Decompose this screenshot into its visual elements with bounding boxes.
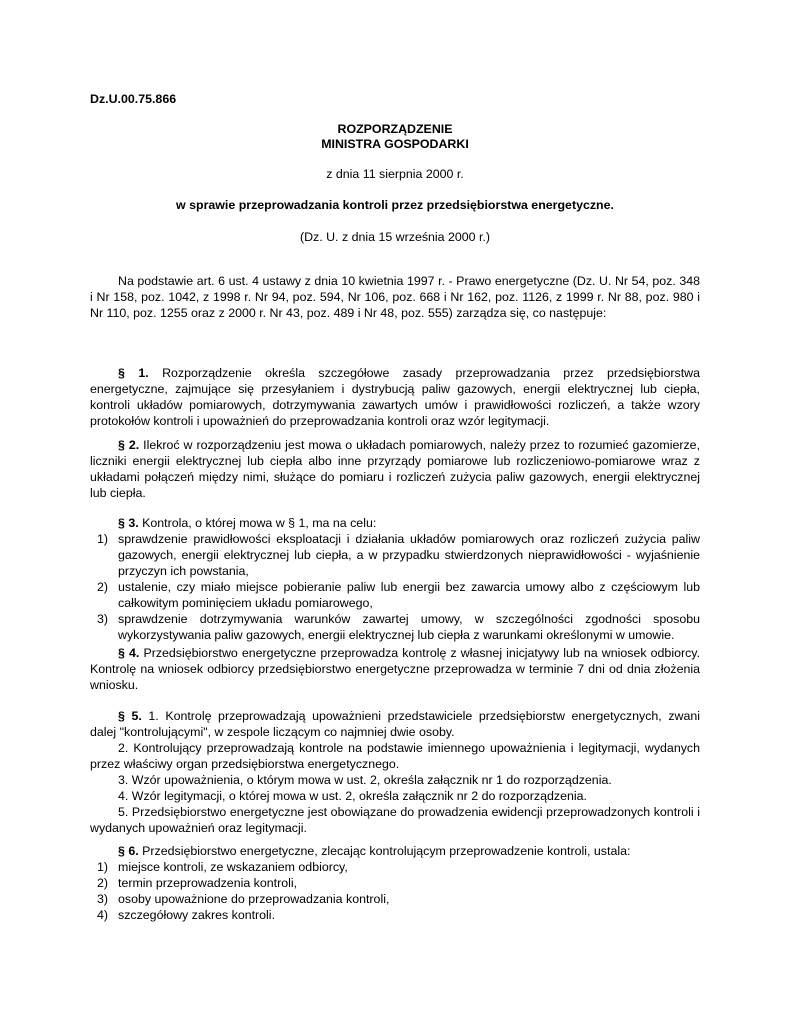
section-3-list bbox=[90, 531, 700, 643]
section-5-para-2: 2. Kontrolujący przeprowadzają kontrole na podstawie imiennego upoważnienia i legitymacji, wydanych przez właściwy organ przedsiębiorstwa energetycznego. bbox=[90, 741, 700, 771]
section-4-mark: § 4. bbox=[118, 646, 140, 660]
preamble: Na podstawie art. 6 ust. 4 ustawy z dnia 10 kwietnia 1997 r. - Prawo energetyczne (Dz. U. Nr 54, poz. 348 i Nr 158, poz. 1042, z 1998 r. Nr 94, poz. 594, Nr 106, poz. 668 i Nr 162, poz. 1126, z 1999 r. Nr 88, poz. 980 i Nr 110, poz. 1255 oraz z 2000 r. Nr 43, poz. 489 i Nr 48, poz. 555) zarządza się, co następuje: bbox=[90, 274, 700, 320]
section-2 bbox=[90, 437, 700, 501]
list-item: 4) szczegółowy zakres kontroli. bbox=[97, 908, 276, 922]
section-1-text: Rozporządzenie określa szczegółowe zasady przeprowadzania przez przedsiębiorstwa energetyczne, zajmujące się przesyłaniem i dystrybucją paliw gazowych, energii elektrycznej lub ciepła, kontroli układów pomiarowych, dotrzymywania zawartych umów i prawidłowości rozliczeń, a także wzory protokołów kontroli i upoważnień do przeprowadzania kontroli oraz wzór legitymacji. bbox=[90, 366, 700, 428]
section-2-mark: § 2. bbox=[118, 438, 140, 452]
document-title: ROZPORZĄDZENIE bbox=[337, 122, 453, 136]
section-5-para-3: 3. Wzór upoważnienia, o którym mowa w ust. 2, określa załącznik nr 1 do rozporządzenia. bbox=[118, 773, 612, 787]
section-3 bbox=[90, 515, 700, 643]
section-1 bbox=[90, 365, 700, 429]
section-4 bbox=[90, 645, 700, 693]
section-6-mark: § 6. bbox=[118, 844, 139, 858]
document-authority: MINISTRA GOSPODARKI bbox=[321, 137, 469, 151]
document-date: z dnia 11 sierpnia 2000 r. bbox=[326, 167, 464, 181]
list-item: 2) termin przeprowadzenia kontroli, bbox=[97, 876, 298, 890]
section-3-mark: § 3. bbox=[118, 516, 139, 530]
list-item: 3) sprawdzenie dotrzymywania warunków zawartej umowy, w szczególności zgodności sposobu wykorzystywania paliw gazowych, energii elektrycznej lub ciepła z warunkami określonymi w umowie. bbox=[97, 612, 700, 642]
list-item: 1) miejsce kontroli, ze wskazaniem odbiorcy, bbox=[97, 860, 348, 874]
list-item: 2) ustalenie, czy miało miejsce pobieranie paliw lub energii bez zawarcia umowy albo z częściowym lub całkowitym pominięciem układu pomiarowego, bbox=[97, 580, 700, 610]
list-item: 3) osoby upoważnione do przeprowadzania kontroli, bbox=[97, 892, 390, 906]
section-5-para-1: § 5. 1. Kontrolę przeprowadzają upoważnieni przedstawiciele przedsiębiorstw energetycznych, zwani dalej "kontrolującymi", w zespole liczącym co najmniej dwie osoby. bbox=[90, 709, 700, 739]
section-6-intro: § 6. Przedsiębiorstwo energetyczne, zlecając kontrolującym przeprowadzenie kontroli, ustala: bbox=[118, 844, 631, 858]
section-3-intro: § 3. Kontrola, o której mowa w § 1, ma na celu: bbox=[118, 516, 377, 530]
section-4-text: Przedsiębiorstwo energetyczne przeprowadza kontrolę z własnej inicjatywy lub na wniosek odbiorcy. Kontrolę na wniosek odbiorcy przedsiębiorstwo energetyczne przeprowadza w terminie 7 dni od dnia złożenia wniosku. bbox=[90, 646, 701, 692]
publication-info: (Dz. U. z dnia 15 września 2000 r.) bbox=[299, 230, 491, 244]
section-5-para-4: 4. Wzór legitymacji, o której mowa w ust. 2, określa załącznik nr 2 do rozporządzenia. bbox=[118, 789, 587, 803]
list-item: 1) sprawdzenie prawidłowości eksploatacji i działania układów pomiarowych oraz rozliczeń zużycia paliw gazowych, energii elektrycznej lub ciepła, a w przypadku stwierdzonych nieprawidłowości - wyjaśnienie przyczyn ich powstania, bbox=[97, 532, 700, 578]
section-1-mark: § 1. bbox=[118, 366, 149, 380]
section-6 bbox=[90, 843, 700, 923]
section-6-list bbox=[90, 859, 700, 923]
section-5 bbox=[90, 708, 700, 836]
section-5-para-5: 5. Przedsiębiorstwo energetyczne jest obowiązane do prowadzenia ewidencji przeprowadzonych kontroli i wydanych upoważnień oraz legitymacji. bbox=[90, 805, 700, 835]
document-subject: w sprawie przeprowadzania kontroli przez przedsiębiorstwa energetyczne. bbox=[176, 198, 614, 212]
section-5-mark: § 5. bbox=[118, 709, 142, 723]
journal-reference: Dz.U.00.75.866 bbox=[90, 92, 177, 106]
section-2-text: Ilekroć w rozporządzeniu jest mowa o układach pomiarowych, należy przez to rozumieć gazomierze, liczniki energii elektrycznej lub ciepła albo inne przyrządy pomiarowe lub rozliczeniowo-pomiarowe wraz z układami połączeń między nimi, służące do pomiaru i rozliczeń zużycia paliw gazowych, energii elektrycznej lub ciepła. bbox=[90, 438, 701, 500]
